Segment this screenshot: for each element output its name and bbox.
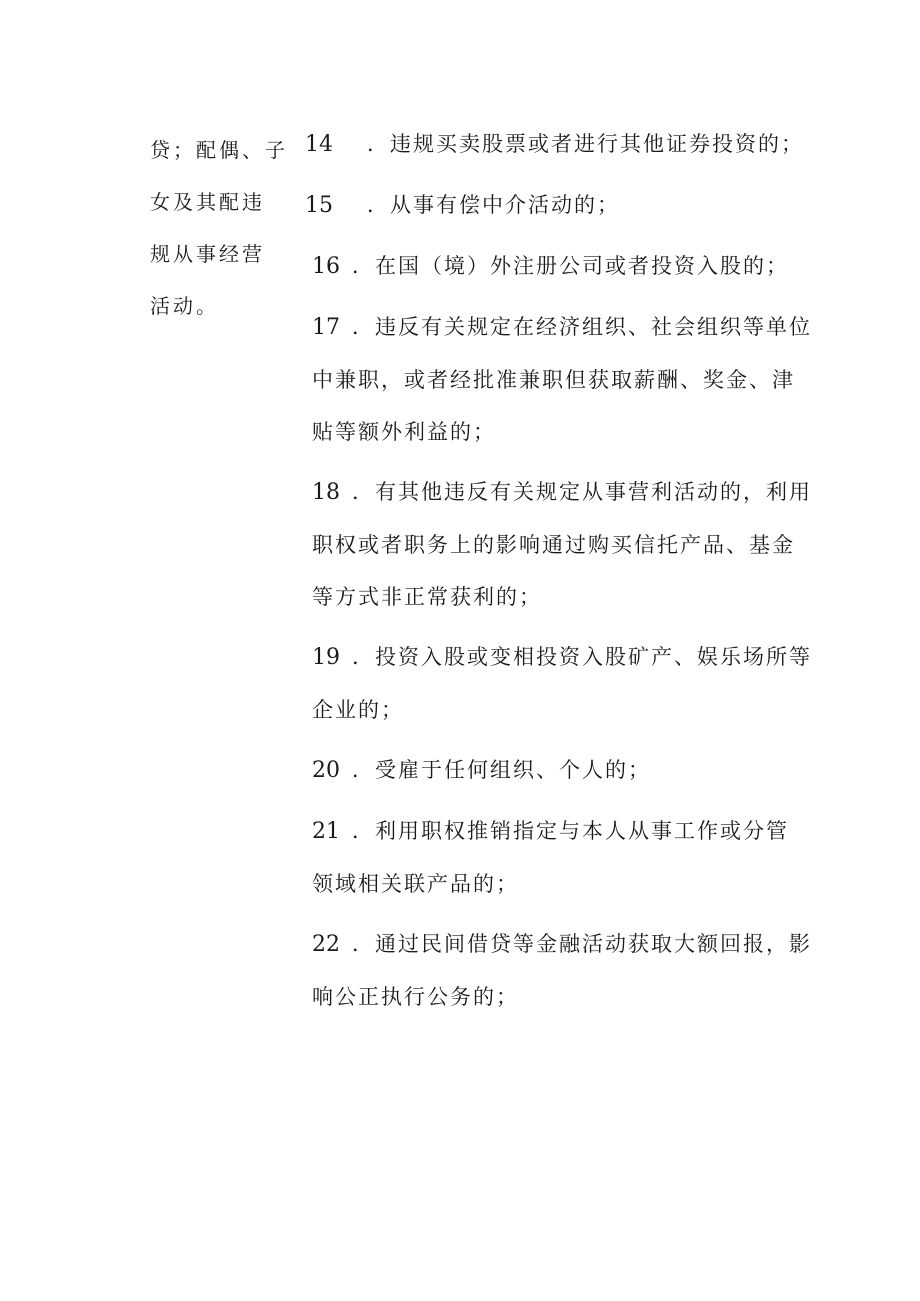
item-text: 中兼职，或者经批准兼职但获取薪酬、奖金、津 xyxy=(312,368,795,392)
list-item-22 xyxy=(305,918,812,1023)
item-text: ．受雇于任何组织、个人的； xyxy=(352,758,651,782)
item-text: 领域相关联产品的； xyxy=(312,872,519,896)
list-item-16 xyxy=(305,240,789,293)
item-text: ．违规买卖股票或者进行其他证券投资的； xyxy=(367,132,804,156)
list-item-21 xyxy=(305,805,789,910)
item-text: ．有其他违反有关规定从事营利活动的，利用 xyxy=(352,480,812,504)
left-line: 女及其配违 xyxy=(150,190,265,214)
item-text: ．违反有关规定在经济组织、社会组织等单位 xyxy=(352,315,812,339)
item-number: 22 xyxy=(312,932,340,957)
item-text: 等方式非正常获利的； xyxy=(312,585,542,609)
list-item-19 xyxy=(305,631,812,736)
item-text: ．在国（境）外注册公司或者投资入股的； xyxy=(352,254,789,278)
item-number: 19 xyxy=(312,645,340,670)
item-number: 14 xyxy=(305,132,333,157)
item-number: 20 xyxy=(312,758,340,783)
item-text: ．通过民间借贷等金融活动获取大额回报，影 xyxy=(352,932,812,956)
list-item-14 xyxy=(305,118,804,171)
item-number: 21 xyxy=(312,819,340,844)
left-line: 活动。 xyxy=(150,294,219,318)
list-item-17 xyxy=(305,301,812,458)
item-text: ．从事有偿中介活动的； xyxy=(367,193,620,217)
item-list xyxy=(305,118,812,1031)
item-text: 职权或者职务上的影响通过购买信托产品、基金 xyxy=(312,533,795,557)
item-number: 16 xyxy=(312,254,340,279)
left-line: 贷；配偶、子 xyxy=(150,138,288,162)
left-line: 规从事经营 xyxy=(150,242,265,266)
item-text: 贴等额外利益的； xyxy=(312,420,496,444)
item-number: 15 xyxy=(305,193,333,218)
item-text: 企业的； xyxy=(312,698,404,722)
left-column-text xyxy=(150,124,290,332)
list-item-20 xyxy=(305,744,775,797)
item-text: ．利用职权推销指定与本人从事工作或分管 xyxy=(352,819,789,843)
item-text: 响公正执行公务的； xyxy=(312,985,519,1009)
list-item-15 xyxy=(305,179,775,232)
item-text: ．投资入股或变相投资入股矿产、娱乐场所等 xyxy=(352,645,812,669)
list-item-18 xyxy=(305,466,812,623)
item-number: 17 xyxy=(312,315,340,340)
item-number: 18 xyxy=(312,480,340,505)
